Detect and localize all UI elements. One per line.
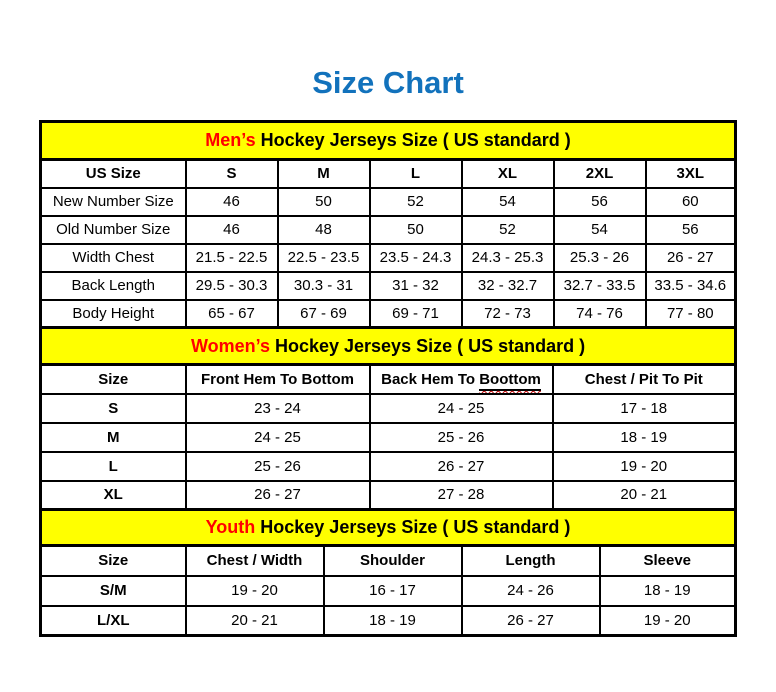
table-cell: 52 <box>462 216 554 244</box>
table-cell: 24 - 25 <box>370 394 553 423</box>
table-cell: 17 - 18 <box>553 394 736 423</box>
womens-section-highlight: Women’s <box>190 335 270 356</box>
womens-col-header: Chest / Pit To Pit <box>553 365 736 394</box>
womens-size-table <box>39 326 737 511</box>
mens-row-label: Width Chest <box>41 244 186 272</box>
table-cell: 24 - 26 <box>462 576 600 606</box>
youth-col-header: Size <box>41 546 186 576</box>
table-row <box>41 272 736 300</box>
table-cell: 46 <box>186 216 278 244</box>
table-cell: 26 - 27 <box>370 452 553 481</box>
table-cell: 65 - 67 <box>186 300 278 328</box>
table-cell: 21.5 - 22.5 <box>186 244 278 272</box>
table-cell: 72 - 73 <box>462 300 554 328</box>
table-cell: 27 - 28 <box>370 481 553 510</box>
womens-row-label: S <box>41 394 186 423</box>
table-cell: 18 - 19 <box>600 576 736 606</box>
womens-row-label: M <box>41 423 186 452</box>
mens-col-header: S <box>186 160 278 188</box>
womens-row-label: XL <box>41 481 186 510</box>
table-row <box>41 188 736 216</box>
youth-size-table <box>39 508 737 637</box>
mens-row-label: Body Height <box>41 300 186 328</box>
size-chart-tables <box>39 120 734 637</box>
table-cell: 67 - 69 <box>278 300 370 328</box>
youth-col-header: Shoulder <box>324 546 462 576</box>
table-cell: 18 - 19 <box>553 423 736 452</box>
table-cell: 18 - 19 <box>324 606 462 636</box>
table-cell: 19 - 20 <box>553 452 736 481</box>
youth-section-highlight: Youth <box>205 517 256 537</box>
table-cell: 77 - 80 <box>646 300 736 328</box>
mens-col-header: XL <box>462 160 554 188</box>
mens-section-band <box>41 122 736 160</box>
table-cell: 20 - 21 <box>553 481 736 510</box>
table-row <box>41 244 736 272</box>
table-cell: 52 <box>370 188 462 216</box>
youth-col-header: Chest / Width <box>186 546 324 576</box>
table-cell: 22.5 - 23.5 <box>278 244 370 272</box>
womens-section-title <box>41 328 736 365</box>
mens-col-header: L <box>370 160 462 188</box>
womens-row-label: L <box>41 452 186 481</box>
youth-section-title <box>41 510 736 546</box>
table-cell: 24.3 - 25.3 <box>462 244 554 272</box>
table-cell: 23.5 - 24.3 <box>370 244 462 272</box>
table-cell: 32.7 - 33.5 <box>554 272 646 300</box>
youth-section-rest: Hockey Jerseys Size ( US standard ) <box>260 517 571 537</box>
table-cell: 48 <box>278 216 370 244</box>
mens-row-label: Back Length <box>41 272 186 300</box>
table-cell: 54 <box>462 188 554 216</box>
mens-col-header: 2XL <box>554 160 646 188</box>
misspelled-word: Boottom <box>479 371 541 391</box>
table-row <box>41 452 736 481</box>
table-cell: 50 <box>370 216 462 244</box>
table-cell: 30.3 - 31 <box>278 272 370 300</box>
womens-section-rest: Hockey Jerseys Size ( US standard ) <box>274 335 586 356</box>
table-cell: 25 - 26 <box>186 452 370 481</box>
womens-col-header <box>370 365 553 394</box>
table-cell: 46 <box>186 188 278 216</box>
table-cell: 25 - 26 <box>370 423 553 452</box>
table-row <box>41 216 736 244</box>
mens-row-label: Old Number Size <box>41 216 186 244</box>
mens-section-rest: Hockey Jerseys Size ( US standard ) <box>260 130 571 150</box>
womens-col-header: Size <box>41 365 186 394</box>
womens-col-header: Front Hem To Bottom <box>186 365 370 394</box>
mens-col-header: M <box>278 160 370 188</box>
mens-size-table <box>39 120 737 329</box>
table-cell: 16 - 17 <box>324 576 462 606</box>
youth-col-header: Length <box>462 546 600 576</box>
youth-section-band <box>41 510 736 546</box>
mens-row-label: New Number Size <box>41 188 186 216</box>
table-cell: 26 - 27 <box>462 606 600 636</box>
table-row <box>41 394 736 423</box>
table-cell: 26 - 27 <box>646 244 736 272</box>
table-cell: 56 <box>554 188 646 216</box>
table-cell: 29.5 - 30.3 <box>186 272 278 300</box>
youth-row-label: S/M <box>41 576 186 606</box>
youth-header-row <box>41 546 736 576</box>
table-cell: 31 - 32 <box>370 272 462 300</box>
table-cell: 74 - 76 <box>554 300 646 328</box>
table-cell: 69 - 71 <box>370 300 462 328</box>
table-cell: 33.5 - 34.6 <box>646 272 736 300</box>
table-cell: 54 <box>554 216 646 244</box>
table-row <box>41 300 736 328</box>
table-cell: 24 - 25 <box>186 423 370 452</box>
mens-col-header: US Size <box>41 160 186 188</box>
table-cell: 25.3 - 26 <box>554 244 646 272</box>
table-cell: 19 - 20 <box>186 576 324 606</box>
mens-header-row <box>41 160 736 188</box>
mens-section-title <box>41 122 736 160</box>
table-row <box>41 576 736 606</box>
womens-section-band <box>41 328 736 365</box>
table-cell: 32 - 32.7 <box>462 272 554 300</box>
mens-col-header: 3XL <box>646 160 736 188</box>
table-row <box>41 606 736 636</box>
womens-header-row <box>41 365 736 394</box>
table-cell: 23 - 24 <box>186 394 370 423</box>
mens-section-highlight: Men’s <box>205 130 256 150</box>
youth-row-label: L/XL <box>41 606 186 636</box>
table-cell: 50 <box>278 188 370 216</box>
page-title: Size Chart <box>312 65 464 100</box>
table-cell: 60 <box>646 188 736 216</box>
table-cell: 56 <box>646 216 736 244</box>
womens-col-header-prefix: Back Hem To <box>381 370 480 388</box>
youth-col-header: Sleeve <box>600 546 736 576</box>
table-row <box>41 481 736 510</box>
table-cell: 19 - 20 <box>600 606 736 636</box>
table-row <box>41 423 736 452</box>
table-cell: 26 - 27 <box>186 481 370 510</box>
table-cell: 20 - 21 <box>186 606 324 636</box>
